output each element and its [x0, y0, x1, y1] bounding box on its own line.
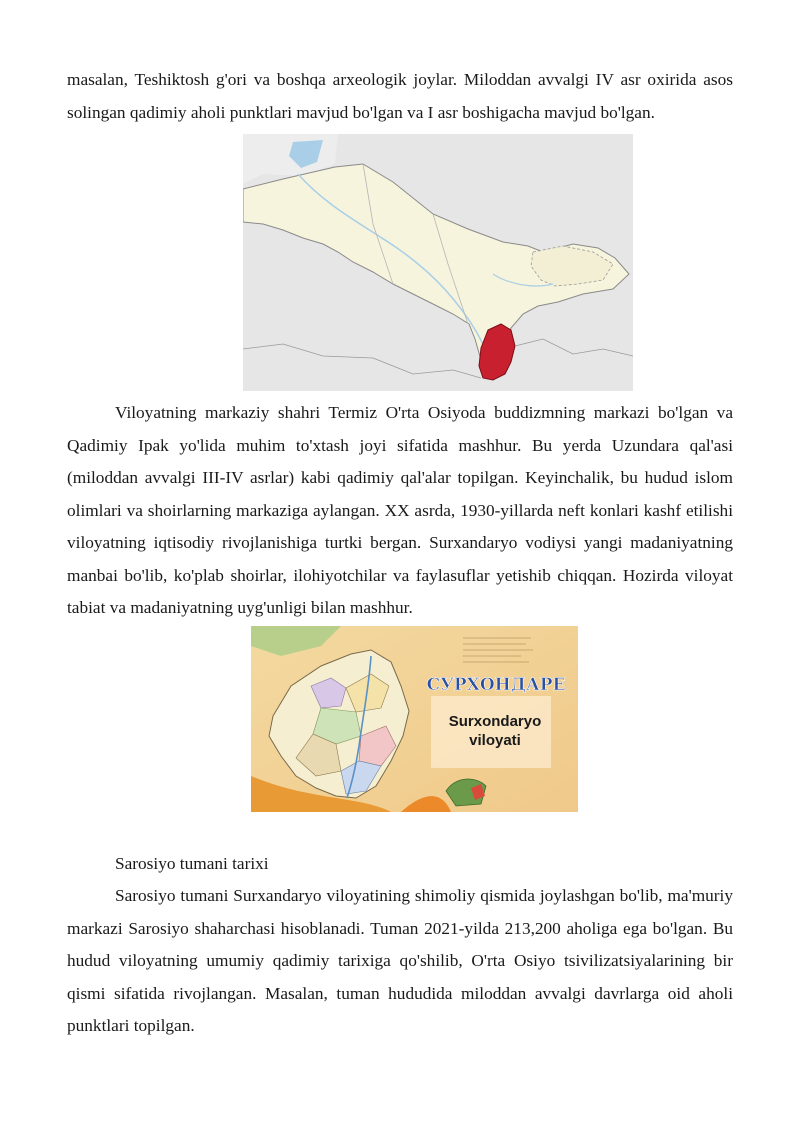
- section-heading: Sarosiyo tumani tarixi: [115, 854, 269, 873]
- cyrillic-region-title: СУРХОНДАРЕ: [426, 675, 566, 695]
- termiz-paragraph: Viloyatning markaziy shahri Termiz O'rta Osiyoda buddizmning markazi bo'lgan va Qadimiy Ipak yo'lida muhim to'xtash joyi sifatida mashhur. Bu yerda Uzundara qal'asi (miloddan avvalgi III-IV asrlar) kabi qadimiy qal'alar topilgan. Keyinchalik, bu hudud islom olimlari va shoirlarning markaziga aylangan. XX asrda, 1930-yillarda neft konlari kashf etilishi viloyatning iqtisodiy rivojlanishiga turtki bergan. Surxandaryo vodiysi yangi madaniyatning manbai bo'lib, ko'plab shoirlar, ilohiyotchilar va faylasuflar yetishib chiqqan. Hozirda viloyat tabiat va madaniyatning uyg'unligi bilan mashhur.: [67, 403, 733, 617]
- surxandaryo-region-map: [251, 626, 578, 812]
- region-label-line1: Surxondaryo: [448, 713, 542, 730]
- sarosiyo-paragraph: Sarosiyo tumani Surxandaryo viloyatining shimoliy qismida joylashgan bo'lib, ma'muriy markazi Sarosiyo shaharchasi hisoblanadi. Tuman 2021-yilda 213,200 aholiga ega bo'lgan. Bu hudud viloyatning umumiy qadimiy tarixiga qo'shilib, O'rta Osiyo tsivilizatsiyalarining bir qismi sifatida rivojlangan. Masalan, tuman hududida miloddan avvalgi davrlarga oid aholi punktlari topilgan.: [67, 886, 733, 1035]
- region-label-line2: viloyati: [469, 732, 521, 749]
- region-map-graphic: [251, 626, 578, 812]
- locator-map-graphic: [243, 134, 633, 391]
- intro-paragraph: masalan, Teshiktosh g'ori va boshqa arxeologik joylar. Miloddan avvalgi IV asr oxirida asos solingan qadimiy aholi punktlari mavjud bo'lgan va I asr boshigacha mavjud bo'lgan.: [67, 70, 733, 122]
- uzbekistan-locator-map: [243, 134, 633, 391]
